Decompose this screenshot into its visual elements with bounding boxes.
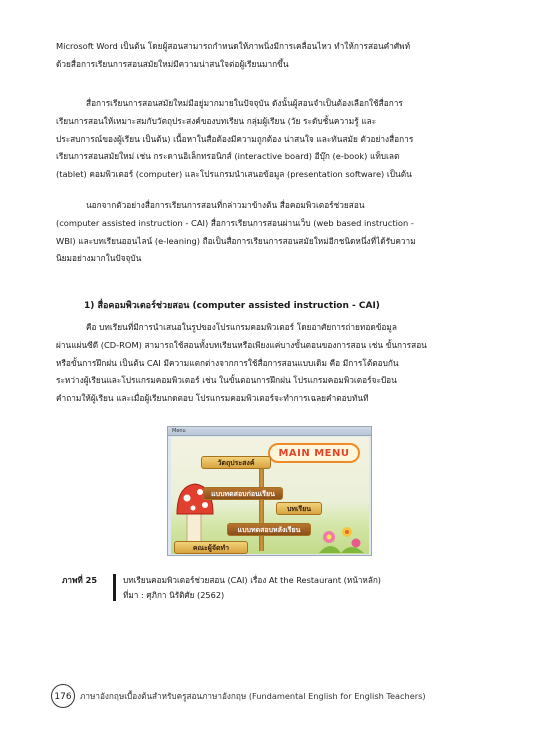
text-line: ผ่านแผ่นซีดี (CD-ROM) สามารถใช้สอนทั้งบทเรียนหรือเพียงแค่บางขั้นตอนของการสอน เช่น ขั้นการสอน [56,339,427,350]
figure-label: ภาพที่ 25 [62,575,98,585]
flower-icon [319,523,364,553]
signpost [259,459,264,551]
text-line: ประสบการณ์ของผู้เรียน เป็นต้น) เนื้อหาในสื่อต้องมีความถูกต้อง น่าสนใจ และทันสมัย ตัวอย่างสื่อการ [56,133,414,144]
main-menu-title: MAIN MENU [268,443,360,463]
figure-caption: บทเรียนคอมพิวเตอร์ช่วยสอน (CAI) เรื่อง At the Restaurant (หน้าหลัก) [123,575,381,585]
text-line: (computer assisted instruction - CAI) สื่อการเรียนการสอนผ่านเว็บ (web based instruction - [56,217,414,228]
section-heading: 1) สื่อคอมพิวเตอร์ช่วยสอน (computer assisted instruction - CAI) [84,301,380,311]
text-line: นอกจากตัวอย่างสื่อการเรียนการสอนที่กล่าวมาข้างต้น สื่อคอมพิวเตอร์ช่วยสอน [86,200,365,210]
text-line: คือ บทเรียนที่มีการนำเสนอในรูปของโปรแกรมคอมพิวเตอร์ โดยอาศัยการถ่ายทอดข้อมูล [86,322,397,332]
text-line: สื่อการเรียนการสอนสมัยใหม่มีอยู่มากมายในปัจจุบัน ดังนั้นผู้สอนจำเป็นต้องเลือกใช้สื่อการ [86,98,403,108]
lesson-button[interactable]: บทเรียน [276,502,322,515]
text-line: Microsoft Word เป็นต้น โดยผู้สอนสามารถกำหนดให้ภาพนิ่งมีการเคลื่อนไหว ทำให้การสอนคำศัพท์ [56,41,411,51]
paragraph-2 [56,95,486,184]
window-titlebar: Menu [168,427,371,436]
text-line: (tablet) คอมพิวเตอร์ (computer) และโปรแกรมนำเสนอข้อมูล (presentation software) เป็นต้น [56,169,412,180]
text-line: ระหว่างผู้เรียนและโปรแกรมคอมพิวเตอร์ เช่น ในขั้นตอนการฝึกฝน โปรแกรมคอมพิวเตอร์จะป้อน [56,375,397,386]
text-line: นิยมอย่างมากในปัจจุบัน [56,253,142,264]
main-menu-scene [171,437,369,554]
figure-source: ที่มา : ศุภิกา นิรัติศัย (2562) [123,590,225,600]
text-line: เรียนการสอนให้เหมาะสมกับวัตถุประสงค์ของบทเรียน กลุ่มผู้เรียน (วัย ระดับชั้นความรู้ และ [56,115,377,126]
page-number: 176 [51,684,75,708]
posttest-button[interactable]: แบบทดสอบหลังเรียน [227,523,311,536]
text-line: คำถามให้ผู้เรียน และเมื่อผู้เรียนกดตอบ โปรแกรมคอมพิวเตอร์จะทำการเฉลยคำตอบทันที [56,393,369,404]
caption-divider [113,574,116,601]
running-footer: ภาษาอังกฤษเบื้องต้นสำหรับครูสอนภาษาอังกฤษ (Fundamental English for English Teachers) [80,691,426,701]
paragraph-1 [56,38,486,74]
text-line: WBI) และบทเรียนออนไลน์ (e-leaning) ถือเป็นสื่อการเรียนการสอนสมัยใหม่อีกชนิดหนึ่งที่ได้รับความ [56,235,416,246]
credits-button[interactable]: คณะผู้จัดทำ [174,541,248,554]
cai-screenshot-figure [167,426,372,556]
text-line: เรียนการสอนสมัยใหม่ เช่น กระดานอิเล็กทรอนิกส์ (interactive board) อีบุ๊ก (e-book) แท็บเลต [56,151,400,162]
objectives-button[interactable]: วัตถุประสงค์ [201,456,271,469]
paragraph-3 [56,197,486,268]
text-line: ด้วยสื่อการเรียนการสอนสมัยใหม่มีความน่าสนใจต่อผู้เรียนมากขึ้น [56,58,289,69]
paragraph-4 [56,319,486,408]
text-line: หรือขั้นการฝึกฝน เป็นต้น CAI มีความแตกต่างจากการใช้สื่อการสอนแบบเดิม คือ มีการโต้ตอบกัน [56,357,399,368]
pretest-button[interactable]: แบบทดสอบก่อนเรียน [203,487,283,500]
